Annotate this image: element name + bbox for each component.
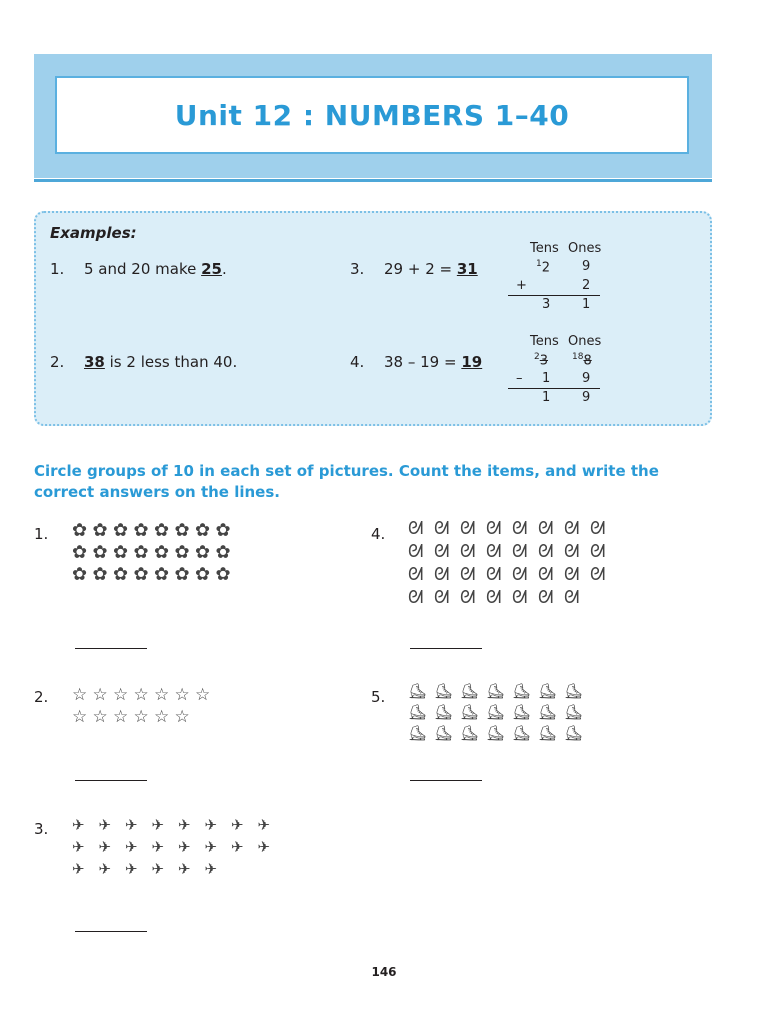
shoe-icon: ⛸ bbox=[460, 724, 480, 742]
flower-icon: ✿ bbox=[195, 564, 211, 585]
bird-icon: ✈ bbox=[257, 816, 271, 834]
cat-icon: ᘛ bbox=[512, 564, 528, 585]
bird-icon: ✈ bbox=[231, 838, 244, 856]
question-2-number: 2. bbox=[34, 688, 49, 706]
bird-icon: ✈ bbox=[178, 816, 191, 834]
flower-icon: ✿ bbox=[92, 542, 108, 563]
bird-icon: ✈ bbox=[125, 838, 138, 856]
cat-icon: ᘛ bbox=[564, 587, 580, 608]
cat-icon: ᘛ bbox=[460, 587, 476, 608]
star-icon: ☆ bbox=[92, 707, 108, 727]
cat-icon: ᘛ bbox=[538, 518, 554, 539]
flower-icon: ✿ bbox=[174, 542, 190, 563]
question-1-number: 1. bbox=[34, 525, 49, 543]
cat-icon: ᘛ bbox=[512, 541, 528, 562]
flower-icon: ✿ bbox=[72, 564, 88, 585]
cat-icon: ᘛ bbox=[538, 541, 554, 562]
flower-icon: ✿ bbox=[113, 564, 129, 585]
cat-icon: ᘛ bbox=[564, 518, 580, 539]
bird-icon: ✈ bbox=[204, 838, 218, 856]
example-3: 3. 29 + 2 = 31 bbox=[350, 260, 478, 278]
flower-icon: ✿ bbox=[113, 542, 129, 563]
example-4: 4. 38 – 19 = 19 bbox=[350, 353, 483, 371]
cat-icon: ᘛ bbox=[408, 541, 424, 562]
shoe-icon: ⛸ bbox=[434, 703, 454, 721]
shoe-icon: ⛸ bbox=[512, 703, 532, 721]
shoe-icon: ⛸ bbox=[486, 724, 506, 742]
question-4-number: 4. bbox=[371, 525, 386, 543]
cat-icon: ᘛ bbox=[538, 564, 554, 585]
bird-icon: ✈ bbox=[72, 860, 85, 878]
cat-icon: ᘛ bbox=[486, 564, 502, 585]
cat-icon: ᘛ bbox=[434, 564, 450, 585]
cat-icon: ᘛ bbox=[434, 541, 450, 562]
star-icon: ☆ bbox=[174, 685, 190, 705]
shoe-icon: ⛸ bbox=[460, 703, 480, 721]
star-icon: ☆ bbox=[133, 685, 149, 705]
flower-icon: ✿ bbox=[154, 520, 170, 541]
cat-icon: ᘛ bbox=[460, 541, 476, 562]
question-5-number: 5. bbox=[371, 688, 386, 706]
example-2: 2. 38 is 2 less than 40. bbox=[50, 353, 238, 371]
flower-icon: ✿ bbox=[154, 564, 170, 585]
bird-icon: ✈ bbox=[204, 816, 218, 834]
bird-icon: ✈ bbox=[151, 838, 165, 856]
star-icon: ☆ bbox=[72, 685, 88, 705]
star-icon: ☆ bbox=[72, 707, 88, 727]
shoe-icon: ⛸ bbox=[486, 703, 506, 721]
flower-icon: ✿ bbox=[174, 520, 190, 541]
page-number: 146 bbox=[371, 965, 397, 979]
flower-icon: ✿ bbox=[133, 542, 149, 563]
flower-icon: ✿ bbox=[133, 520, 149, 541]
title-box bbox=[55, 76, 689, 154]
star-icon: ☆ bbox=[113, 707, 129, 727]
flower-icon: ✿ bbox=[174, 564, 190, 585]
example-1: 1. 5 and 20 make 25. bbox=[50, 260, 227, 278]
bird-icon: ✈ bbox=[204, 860, 218, 878]
bird-icon: ✈ bbox=[178, 838, 191, 856]
cat-icon: ᘛ bbox=[512, 587, 528, 608]
cat-icon: ᘛ bbox=[512, 518, 528, 539]
shoe-icon: ⛸ bbox=[538, 724, 558, 742]
bird-icon: ✈ bbox=[125, 860, 138, 878]
cat-icon: ᘛ bbox=[538, 587, 554, 608]
bird-icon: ✈ bbox=[98, 860, 112, 878]
bird-icon: ✈ bbox=[151, 860, 165, 878]
cat-icon: ᘛ bbox=[408, 518, 424, 539]
flower-icon: ✿ bbox=[215, 542, 231, 563]
flower-icon: ✿ bbox=[92, 520, 108, 541]
bird-icon: ✈ bbox=[257, 838, 271, 856]
bird-icon: ✈ bbox=[125, 816, 138, 834]
star-icon: ☆ bbox=[133, 707, 149, 727]
bird-icon: ✈ bbox=[72, 838, 85, 856]
shoe-icon: ⛸ bbox=[564, 682, 584, 700]
star-icon: ☆ bbox=[113, 685, 129, 705]
shoe-icon: ⛸ bbox=[434, 724, 454, 742]
cat-icon: ᘛ bbox=[564, 564, 580, 585]
bird-icon: ✈ bbox=[98, 816, 112, 834]
cat-icon: ᘛ bbox=[590, 564, 606, 585]
cat-icon: ᘛ bbox=[486, 587, 502, 608]
question-3-number: 3. bbox=[34, 820, 49, 838]
shoe-icon: ⛸ bbox=[408, 703, 428, 721]
answer-line-4[interactable] bbox=[410, 648, 482, 649]
cat-icon: ᘛ bbox=[460, 564, 476, 585]
star-icon: ☆ bbox=[154, 685, 170, 705]
page-title: Unit 12 : NUMBERS 1–40 bbox=[174, 98, 570, 132]
cat-icon: ᘛ bbox=[434, 587, 450, 608]
cat-icon: ᘛ bbox=[408, 587, 424, 608]
star-icon: ☆ bbox=[174, 707, 190, 727]
cat-icon: ᘛ bbox=[590, 541, 606, 562]
cat-icon: ᘛ bbox=[590, 518, 606, 539]
shoe-icon: ⛸ bbox=[512, 724, 532, 742]
cat-icon: ᘛ bbox=[486, 518, 502, 539]
flower-icon: ✿ bbox=[72, 542, 88, 563]
bird-icon: ✈ bbox=[72, 816, 85, 834]
flower-icon: ✿ bbox=[215, 564, 231, 585]
banner-underline bbox=[34, 179, 712, 182]
flower-icon: ✿ bbox=[195, 520, 211, 541]
cat-icon: ᘛ bbox=[564, 541, 580, 562]
bird-icon: ✈ bbox=[231, 816, 244, 834]
flower-icon: ✿ bbox=[215, 520, 231, 541]
star-icon: ☆ bbox=[195, 685, 211, 705]
answer-line-3[interactable] bbox=[75, 931, 147, 932]
instructions: Circle groups of 10 in each set of pictures. Count the items, and write the correct answers on the lines. bbox=[34, 462, 659, 501]
bird-icon: ✈ bbox=[151, 816, 165, 834]
shoe-icon: ⛸ bbox=[538, 703, 558, 721]
cat-icon: ᘛ bbox=[408, 564, 424, 585]
star-icon: ☆ bbox=[154, 707, 170, 727]
shoe-icon: ⛸ bbox=[408, 682, 428, 700]
bird-icon: ✈ bbox=[178, 860, 191, 878]
flower-icon: ✿ bbox=[92, 564, 108, 585]
shoe-icon: ⛸ bbox=[486, 682, 506, 700]
answer-line-1[interactable] bbox=[75, 648, 147, 649]
flower-icon: ✿ bbox=[154, 542, 170, 563]
answer-line-5[interactable] bbox=[410, 780, 482, 781]
flower-icon: ✿ bbox=[113, 520, 129, 541]
star-icon: ☆ bbox=[92, 685, 108, 705]
shoe-icon: ⛸ bbox=[564, 724, 584, 742]
shoe-icon: ⛸ bbox=[538, 682, 558, 700]
shoe-icon: ⛸ bbox=[434, 682, 454, 700]
flower-icon: ✿ bbox=[133, 564, 149, 585]
examples-box bbox=[34, 211, 712, 426]
cat-icon: ᘛ bbox=[460, 518, 476, 539]
shoe-icon: ⛸ bbox=[408, 724, 428, 742]
shoe-icon: ⛸ bbox=[460, 682, 480, 700]
flower-icon: ✿ bbox=[195, 542, 211, 563]
cat-icon: ᘛ bbox=[434, 518, 450, 539]
shoe-icon: ⛸ bbox=[564, 703, 584, 721]
answer-line-2[interactable] bbox=[75, 780, 147, 781]
flower-icon: ✿ bbox=[72, 520, 88, 541]
examples-heading: Examples: bbox=[50, 224, 137, 242]
cat-icon: ᘛ bbox=[486, 541, 502, 562]
bird-icon: ✈ bbox=[98, 838, 112, 856]
shoe-icon: ⛸ bbox=[512, 682, 532, 700]
